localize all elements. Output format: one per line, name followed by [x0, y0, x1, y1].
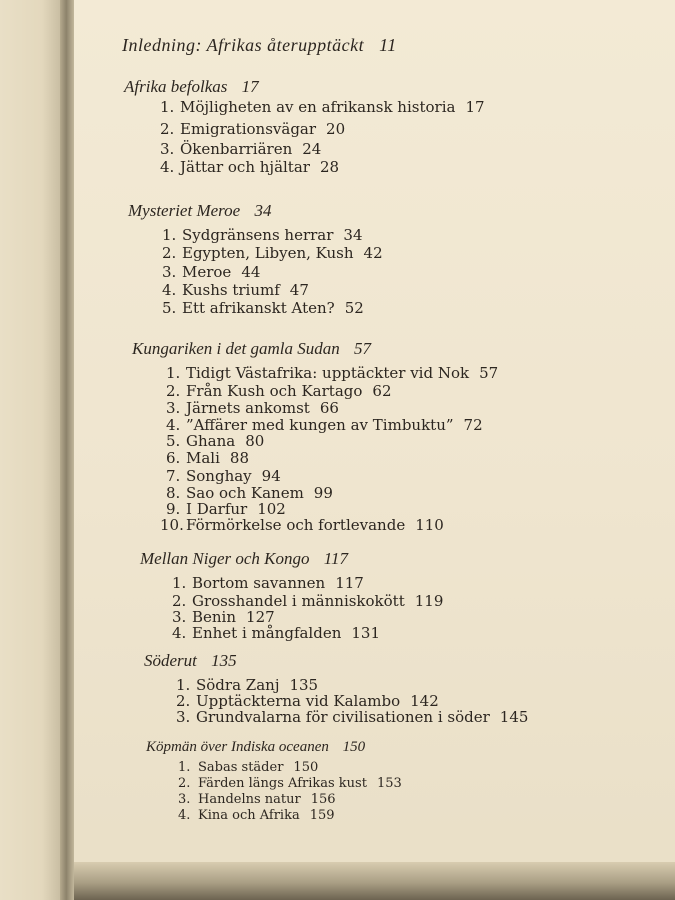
entry-page: 145 [499, 708, 529, 726]
entry-title: Järnets ankomst [186, 399, 310, 417]
toc-entry [178, 760, 318, 776]
toc-entry [166, 467, 281, 485]
entry-title: Mali [186, 449, 220, 467]
entry-number: 3. [172, 608, 187, 626]
entry-page: 117 [335, 574, 364, 592]
entry-page: 42 [363, 244, 383, 262]
toc-entry [162, 281, 309, 299]
entry-number: 2. [160, 120, 175, 138]
entry-title: Bortom savannen [192, 574, 326, 592]
entry-page: 17 [465, 98, 485, 116]
section-title: Söderut [144, 651, 197, 670]
entry-title: Emigrationsvägar [180, 120, 317, 138]
intro-heading [122, 36, 397, 54]
entry-title: Handelns natur [198, 792, 301, 807]
section-heading [132, 340, 371, 358]
entry-title: Jättar och hjältar [180, 158, 310, 176]
entry-title: Grosshandel i människokött [192, 592, 405, 610]
toc-entry [166, 432, 264, 450]
entry-title: Grundvalarna för civilisationen i söder [196, 708, 490, 726]
entry-page: 156 [310, 792, 336, 807]
toc-entry [160, 120, 345, 138]
entry-number: 4. [172, 624, 187, 642]
entry-number: 3. [160, 140, 175, 158]
section-page: 135 [211, 651, 237, 670]
entry-title: Enhet i mångfalden [192, 624, 342, 642]
entry-title: Ett afrikanskt Aten? [182, 299, 335, 317]
entry-number: 1. [176, 676, 191, 694]
entry-title: Ghana [186, 432, 236, 450]
toc-entry [162, 226, 363, 244]
toc-entry [162, 263, 260, 281]
section-page: 17 [241, 77, 259, 96]
entry-number: 2. [176, 692, 191, 710]
entry-title: Södra Zanj [196, 676, 280, 694]
toc-entry [166, 399, 339, 417]
intro-page: 11 [379, 35, 397, 55]
entry-number: 1. [178, 760, 191, 775]
entry-number: 5. [166, 432, 181, 450]
entry-title: Ökenbarriären [180, 140, 293, 158]
entry-title: Från Kush och Kartago [186, 382, 363, 400]
toc-entry [178, 808, 335, 824]
entry-number: 1. [166, 364, 181, 382]
entry-number: 3. [162, 263, 177, 281]
entry-title: ”Affärer med kungen av Timbuktu” [186, 416, 454, 434]
entry-page: 99 [313, 484, 333, 502]
toc-entry [160, 158, 339, 176]
entry-title: Sabas städer [198, 760, 284, 775]
intro-title: Inledning: Afrikas återupptäckt [122, 35, 365, 55]
entry-page: 153 [376, 776, 402, 791]
entry-title: Tidigt Västafrika: upptäckter vid Nok [186, 364, 470, 382]
entry-page: 28 [319, 158, 340, 176]
section-page: 34 [254, 201, 272, 220]
entry-number: 1. [172, 574, 187, 592]
entry-number: 4. [160, 158, 175, 176]
toc-entry [160, 140, 321, 158]
entry-number: 3. [178, 792, 191, 807]
entry-number: 9. [166, 500, 181, 518]
toc-entry [160, 98, 485, 116]
section-title: Kungariken i det gamla Sudan [132, 339, 340, 358]
toc-entry [166, 449, 249, 467]
entry-page: 94 [261, 467, 281, 485]
toc-entry [178, 776, 402, 792]
entry-title: Upptäckterna vid Kalambo [196, 692, 401, 710]
entry-page: 150 [293, 760, 319, 775]
entry-page: 24 [302, 140, 322, 158]
entry-title: Kina och Afrika [198, 808, 300, 823]
entry-number: 4. [162, 281, 177, 299]
entry-page: 110 [415, 516, 444, 534]
entry-page: 127 [246, 608, 275, 626]
entry-page: 47 [289, 281, 309, 299]
entry-number: 8. [166, 484, 181, 502]
section-heading [124, 78, 259, 96]
entry-page: 135 [289, 676, 319, 694]
section-title: Mysteriet Meroe [128, 201, 241, 220]
entry-title: Sao och Kanem [186, 484, 304, 502]
entry-page: 44 [241, 263, 261, 281]
section-title: Afrika befolkas [124, 77, 228, 96]
entry-page: 80 [245, 432, 265, 450]
toc-entry [176, 708, 528, 726]
section-page: 150 [342, 739, 366, 755]
entry-page: 102 [257, 500, 286, 518]
entry-page: 66 [319, 399, 339, 417]
entry-page: 88 [229, 449, 249, 467]
entry-number: 1. [160, 98, 175, 116]
section-heading [144, 652, 237, 670]
section-page: 117 [323, 549, 349, 568]
entry-page: 72 [463, 416, 483, 434]
entry-title: I Darfur [186, 500, 248, 518]
section-page: 57 [354, 339, 372, 358]
toc-entry [166, 364, 498, 382]
section-title: Mellan Niger och Kongo [140, 549, 310, 568]
section-heading [146, 738, 365, 756]
entry-number: 7. [166, 467, 181, 485]
entry-title: Egypten, Libyen, Kush [182, 244, 354, 262]
entry-number: 6. [166, 449, 181, 467]
entry-title: Förmörkelse och fortlevande [186, 516, 406, 534]
entry-page: 52 [344, 299, 364, 317]
entry-number: 5. [162, 299, 177, 317]
entry-page: 57 [479, 364, 499, 382]
entry-title: Kushs triumf [182, 281, 280, 299]
entry-title: Meroe [182, 263, 232, 281]
entry-number: 1. [162, 226, 177, 244]
toc-entry [166, 382, 392, 400]
entry-number: 10. [160, 516, 184, 534]
entry-number: 2. [162, 244, 177, 262]
toc-entry [162, 244, 383, 262]
entry-number: 2. [166, 382, 181, 400]
entry-number: 2. [178, 776, 191, 791]
toc-entry [160, 516, 444, 534]
toc-entry [178, 792, 336, 808]
entry-page: 142 [410, 692, 439, 710]
entry-number: 3. [176, 708, 191, 726]
toc-entry [162, 299, 364, 317]
section-heading [128, 202, 271, 220]
entry-page: 20 [326, 120, 346, 138]
toc-entry [172, 574, 364, 592]
entry-title: Songhay [186, 467, 252, 485]
section-title: Köpmän över Indiska oceanen [146, 739, 329, 755]
entry-page: 119 [414, 592, 444, 610]
entry-number: 2. [172, 592, 187, 610]
entry-title: Möjligheten av en afrikansk historia [180, 98, 456, 116]
entry-page: 159 [309, 808, 335, 823]
section-heading [140, 550, 348, 568]
toc-entry [172, 624, 380, 642]
entry-title: Sydgränsens herrar [182, 226, 334, 244]
entry-number: 3. [166, 399, 181, 417]
entry-title: Färden längs Afrikas kust [198, 776, 367, 791]
entry-page: 34 [343, 226, 363, 244]
entry-page: 62 [372, 382, 392, 400]
entry-number: 4. [166, 416, 181, 434]
entry-number: 4. [178, 808, 191, 823]
entry-page: 131 [351, 624, 381, 642]
entry-title: Benin [192, 608, 237, 626]
